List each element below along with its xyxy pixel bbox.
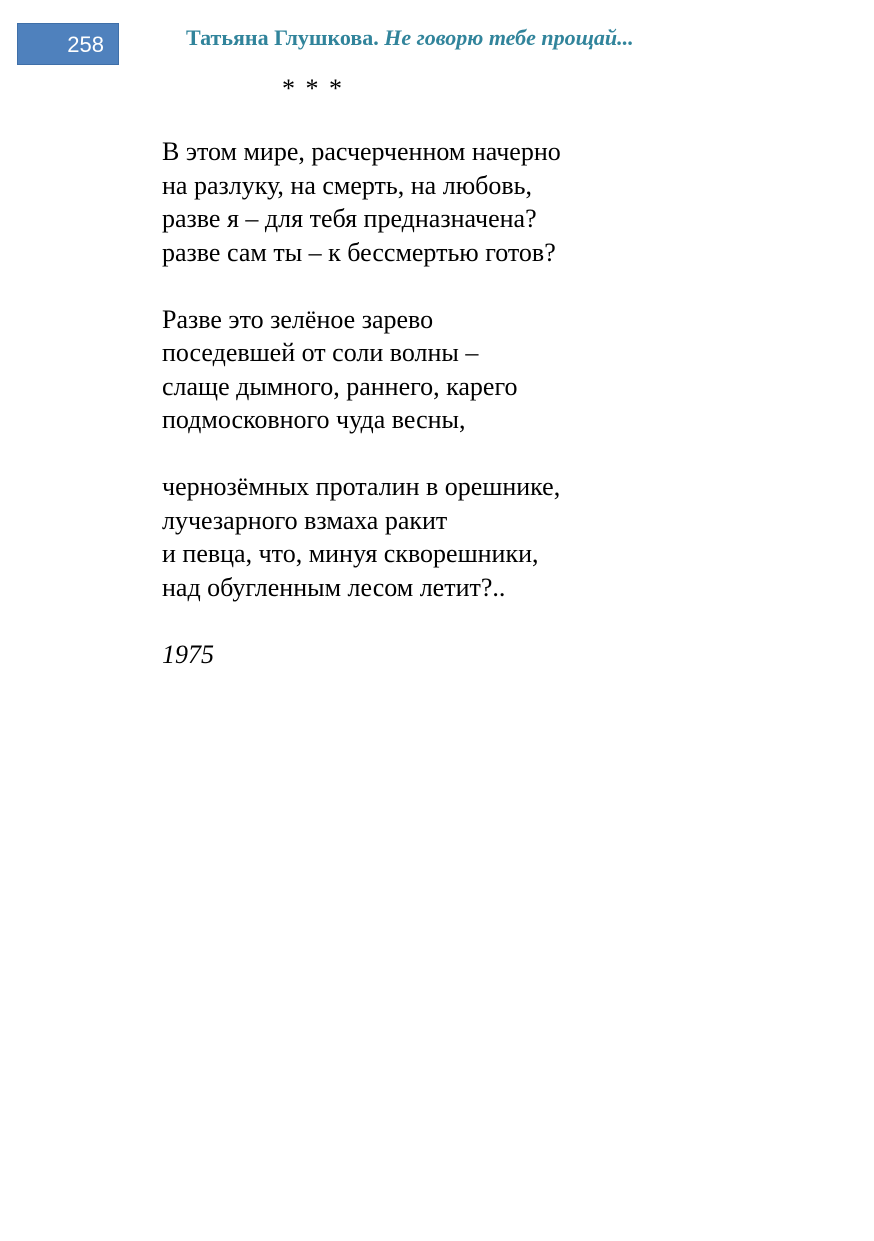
poem-line: слаще дымного, раннего, карего [162, 371, 518, 401]
page-number-badge [17, 23, 119, 65]
poem-line: на разлуку, на смерть, на любовь, [162, 170, 532, 200]
poem-line: В этом мире, расчерченном начерно [162, 137, 561, 166]
poem-line: лучезарного взмаха ракит [162, 505, 448, 535]
running-header [186, 23, 634, 53]
poem-body [162, 135, 561, 671]
poem-line: Разве это зелёное зарево [162, 304, 434, 334]
header-author: Татьяна Глушкова. [186, 25, 379, 50]
poem-line: разве я – для тебя предназначена? [162, 204, 537, 233]
header-book-title: Не говорю тебе прощай... [384, 25, 634, 50]
poem-line: поседевшей от соли волны – [162, 338, 479, 367]
poem-line: над обугленным лесом летит?.. [162, 572, 506, 602]
page-number: 258 [67, 32, 104, 57]
poem-separator: * * * [282, 74, 344, 103]
poem-line: и певца, что, минуя скворешники, [162, 539, 539, 568]
stanza-2 [162, 303, 561, 437]
poem-line: разве сам ты – к бессмертью готов? [162, 237, 556, 267]
poem-line: чернозёмных проталин в орешнике, [162, 472, 561, 501]
stanza-3 [162, 470, 561, 604]
poem-line: подмосковного чуда весны, [162, 405, 466, 434]
poem-date: 1975 [162, 639, 214, 669]
stanza-1 [162, 135, 561, 269]
